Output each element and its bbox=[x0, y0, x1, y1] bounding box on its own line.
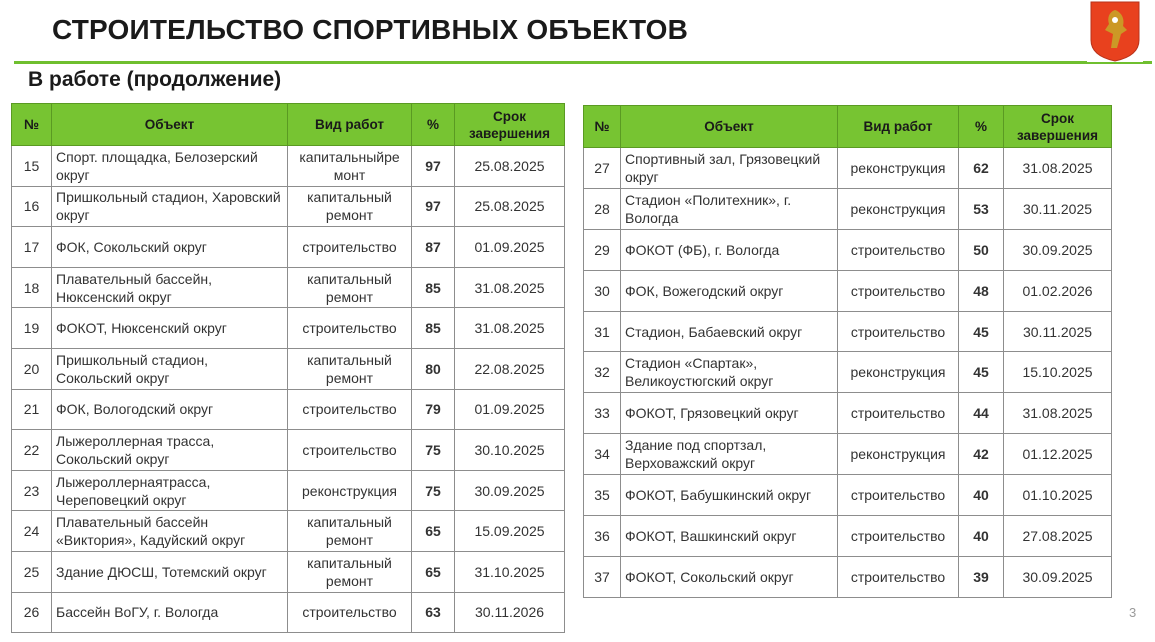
object-name: Бассейн ВоГУ, г. Вологда bbox=[52, 592, 288, 633]
object-name: ФОКОТ, Грязовецкий округ bbox=[621, 393, 838, 434]
completion-percent: 39 bbox=[959, 556, 1004, 597]
table-row bbox=[12, 186, 565, 227]
table-row bbox=[12, 592, 565, 633]
completion-percent: 75 bbox=[412, 430, 455, 471]
row-number: 29 bbox=[584, 229, 621, 270]
deadline-date: 25.08.2025 bbox=[455, 146, 565, 187]
object-name: ФОК, Вожегодский округ bbox=[621, 270, 838, 311]
section-subtitle: В работе (продолжение) bbox=[28, 68, 282, 91]
object-name: ФОКОТ (ФБ), г. Вологда bbox=[621, 229, 838, 270]
completion-percent: 42 bbox=[959, 434, 1004, 475]
page-title: СТРОИТЕЛЬСТВО СПОРТИВНЫХ ОБЪЕКТОВ bbox=[52, 14, 689, 45]
completion-percent: 44 bbox=[959, 393, 1004, 434]
completion-percent: 45 bbox=[959, 352, 1004, 393]
work-type: строительство bbox=[838, 311, 959, 352]
table-row bbox=[12, 551, 565, 592]
table-row bbox=[12, 430, 565, 471]
table-row bbox=[584, 475, 1112, 516]
table-row bbox=[12, 308, 565, 349]
row-number: 26 bbox=[12, 592, 52, 633]
deadline-date: 31.08.2025 bbox=[455, 308, 565, 349]
deadline-date: 30.10.2025 bbox=[455, 430, 565, 471]
object-name: ФОК, Вологодский округ bbox=[52, 389, 288, 430]
object-name: Плавательный бассейн, Нюксенский округ bbox=[52, 267, 288, 308]
completion-percent: 65 bbox=[412, 511, 455, 552]
row-number: 35 bbox=[584, 475, 621, 516]
table-row bbox=[12, 470, 565, 511]
table-row bbox=[12, 146, 565, 187]
table-row bbox=[584, 311, 1112, 352]
table-row bbox=[584, 148, 1112, 189]
row-number: 34 bbox=[584, 434, 621, 475]
col-deadline: Срок завершения bbox=[1004, 106, 1112, 148]
completion-percent: 80 bbox=[412, 348, 455, 389]
completion-percent: 40 bbox=[959, 516, 1004, 557]
table-row bbox=[584, 229, 1112, 270]
object-name: ФОК, Сокольский округ bbox=[52, 227, 288, 268]
deadline-date: 22.08.2025 bbox=[455, 348, 565, 389]
row-number: 37 bbox=[584, 556, 621, 597]
row-number: 22 bbox=[12, 430, 52, 471]
object-name: Лыжероллерная трасса, Сокольский округ bbox=[52, 430, 288, 471]
deadline-date: 31.08.2025 bbox=[455, 267, 565, 308]
deadline-date: 25.08.2025 bbox=[455, 186, 565, 227]
work-type: капитальный ремонт bbox=[288, 348, 412, 389]
table-row bbox=[12, 348, 565, 389]
deadline-date: 01.09.2025 bbox=[455, 389, 565, 430]
work-type: строительство bbox=[838, 393, 959, 434]
deadline-date: 01.09.2025 bbox=[455, 227, 565, 268]
object-name: ФОКОТ, Сокольский округ bbox=[621, 556, 838, 597]
col-object: Объект bbox=[52, 104, 288, 146]
col-object: Объект bbox=[621, 106, 838, 148]
deadline-date: 31.08.2025 bbox=[1004, 148, 1112, 189]
row-number: 15 bbox=[12, 146, 52, 187]
completion-percent: 50 bbox=[959, 229, 1004, 270]
row-number: 17 bbox=[12, 227, 52, 268]
title-divider bbox=[14, 61, 1152, 64]
col-num: № bbox=[12, 104, 52, 146]
table-header-row bbox=[12, 104, 565, 146]
completion-percent: 53 bbox=[959, 188, 1004, 229]
object-name: Спорт. площадка, Белозерский округ bbox=[52, 146, 288, 187]
work-type: реконструкция bbox=[838, 434, 959, 475]
work-type: капитальный ремонт bbox=[288, 186, 412, 227]
row-number: 36 bbox=[584, 516, 621, 557]
object-name: ФОКОТ, Вашкинский округ bbox=[621, 516, 838, 557]
col-work-type: Вид работ bbox=[288, 104, 412, 146]
deadline-date: 15.09.2025 bbox=[455, 511, 565, 552]
table-row bbox=[12, 227, 565, 268]
table-header-row bbox=[584, 106, 1112, 148]
object-name: Стадион, Бабаевский округ bbox=[621, 311, 838, 352]
row-number: 16 bbox=[12, 186, 52, 227]
table-row bbox=[12, 511, 565, 552]
work-type: капитальный ремонт bbox=[288, 267, 412, 308]
col-num: № bbox=[584, 106, 621, 148]
work-type: строительство bbox=[838, 516, 959, 557]
deadline-date: 30.09.2025 bbox=[1004, 229, 1112, 270]
work-type: строительство bbox=[838, 475, 959, 516]
deadline-date: 30.11.2025 bbox=[1004, 311, 1112, 352]
row-number: 31 bbox=[584, 311, 621, 352]
table-row bbox=[12, 389, 565, 430]
work-type: реконструкция bbox=[838, 148, 959, 189]
object-name: Здание ДЮСШ, Тотемский округ bbox=[52, 551, 288, 592]
deadline-date: 01.02.2026 bbox=[1004, 270, 1112, 311]
work-type: строительство bbox=[838, 270, 959, 311]
completion-percent: 85 bbox=[412, 308, 455, 349]
work-type: реконструкция bbox=[838, 352, 959, 393]
row-number: 18 bbox=[12, 267, 52, 308]
table-row bbox=[584, 434, 1112, 475]
work-type: капитальныйре монт bbox=[288, 146, 412, 187]
work-type: реконструкция bbox=[288, 470, 412, 511]
work-type: строительство bbox=[288, 227, 412, 268]
work-type: строительство bbox=[288, 389, 412, 430]
col-percent: % bbox=[412, 104, 455, 146]
deadline-date: 30.11.2026 bbox=[455, 592, 565, 633]
object-name: ФОКОТ, Бабушкинский округ bbox=[621, 475, 838, 516]
table-row bbox=[584, 188, 1112, 229]
object-name: Плавательный бассейн «Виктория», Кадуйский округ bbox=[52, 511, 288, 552]
col-percent: % bbox=[959, 106, 1004, 148]
completion-percent: 45 bbox=[959, 311, 1004, 352]
row-number: 27 bbox=[584, 148, 621, 189]
completion-percent: 40 bbox=[959, 475, 1004, 516]
completion-percent: 87 bbox=[412, 227, 455, 268]
work-type: строительство bbox=[288, 308, 412, 349]
table-row bbox=[584, 556, 1112, 597]
objects-table-left bbox=[11, 103, 565, 633]
row-number: 21 bbox=[12, 389, 52, 430]
object-name: Спортивный зал, Грязовецкий округ bbox=[621, 148, 838, 189]
deadline-date: 30.09.2025 bbox=[455, 470, 565, 511]
deadline-date: 30.09.2025 bbox=[1004, 556, 1112, 597]
work-type: строительство bbox=[288, 430, 412, 471]
coat-of-arms-icon bbox=[1087, 0, 1143, 62]
object-name: Здание под спортзал, Верховажский округ bbox=[621, 434, 838, 475]
page-number: 3 bbox=[1129, 605, 1137, 620]
deadline-date: 27.08.2025 bbox=[1004, 516, 1112, 557]
objects-table-right bbox=[583, 105, 1112, 598]
table-row bbox=[584, 393, 1112, 434]
object-name: Пришкольный стадион, Сокольский округ bbox=[52, 348, 288, 389]
object-name: ФОКОТ, Нюксенский округ bbox=[52, 308, 288, 349]
completion-percent: 48 bbox=[959, 270, 1004, 311]
completion-percent: 85 bbox=[412, 267, 455, 308]
row-number: 32 bbox=[584, 352, 621, 393]
object-name: Стадион «Политехник», г. Вологда bbox=[621, 188, 838, 229]
row-number: 25 bbox=[12, 551, 52, 592]
row-number: 20 bbox=[12, 348, 52, 389]
col-work-type: Вид работ bbox=[838, 106, 959, 148]
object-name: Лыжероллернаятрасса, Череповецкий округ bbox=[52, 470, 288, 511]
work-type: реконструкция bbox=[838, 188, 959, 229]
row-number: 24 bbox=[12, 511, 52, 552]
work-type: строительство bbox=[838, 556, 959, 597]
work-type: капитальный ремонт bbox=[288, 551, 412, 592]
completion-percent: 79 bbox=[412, 389, 455, 430]
deadline-date: 01.10.2025 bbox=[1004, 475, 1112, 516]
table-row bbox=[584, 516, 1112, 557]
col-deadline: Срок завершения bbox=[455, 104, 565, 146]
work-type: капитальный ремонт bbox=[288, 511, 412, 552]
row-number: 30 bbox=[584, 270, 621, 311]
completion-percent: 65 bbox=[412, 551, 455, 592]
row-number: 19 bbox=[12, 308, 52, 349]
deadline-date: 30.11.2025 bbox=[1004, 188, 1112, 229]
deadline-date: 15.10.2025 bbox=[1004, 352, 1112, 393]
row-number: 33 bbox=[584, 393, 621, 434]
completion-percent: 75 bbox=[412, 470, 455, 511]
completion-percent: 97 bbox=[412, 146, 455, 187]
completion-percent: 63 bbox=[412, 592, 455, 633]
deadline-date: 01.12.2025 bbox=[1004, 434, 1112, 475]
table-row bbox=[584, 352, 1112, 393]
work-type: строительство bbox=[838, 229, 959, 270]
table-row bbox=[584, 270, 1112, 311]
work-type: строительство bbox=[288, 592, 412, 633]
deadline-date: 31.08.2025 bbox=[1004, 393, 1112, 434]
deadline-date: 31.10.2025 bbox=[455, 551, 565, 592]
completion-percent: 97 bbox=[412, 186, 455, 227]
object-name: Стадион «Спартак», Великоустюгский округ bbox=[621, 352, 838, 393]
object-name: Пришкольный стадион, Харовский округ bbox=[52, 186, 288, 227]
row-number: 23 bbox=[12, 470, 52, 511]
completion-percent: 62 bbox=[959, 148, 1004, 189]
row-number: 28 bbox=[584, 188, 621, 229]
table-row bbox=[12, 267, 565, 308]
